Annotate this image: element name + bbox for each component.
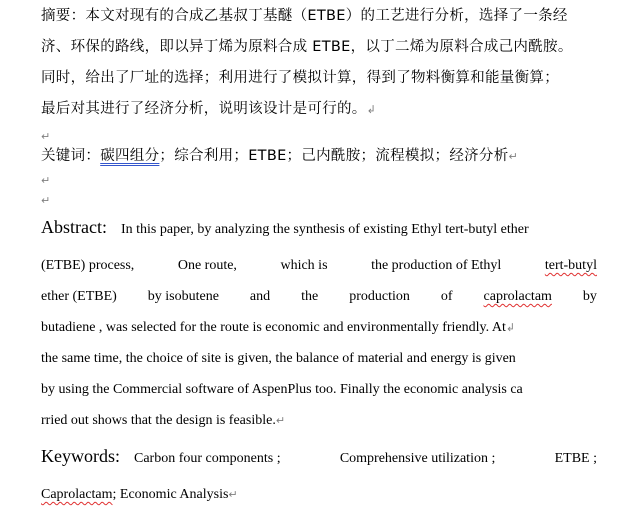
empty-paragraph — [41, 126, 597, 144]
keyword-caprolactam: Caprolactam — [41, 487, 113, 502]
en-abstract-line-3 — [41, 287, 597, 307]
paragraph-mark: ↵ — [41, 130, 51, 143]
word-caprolactam: caprolactam — [483, 289, 552, 304]
en-abstract-line-1-text: In this paper, by analyzing the synthesis of existing Ethyl tert-butyl ether — [120, 222, 529, 237]
cn-abstract-line-1: 摘要：本文对现有的合成乙基叔丁基醚（ETBE）的工艺进行分析，选择了一条经 — [41, 8, 568, 24]
keyword-rest: ; Economic Analysis — [112, 487, 229, 502]
line-break-mark: ↲ — [505, 321, 516, 334]
word: the — [301, 289, 319, 304]
paragraph-mark: ↵ — [41, 194, 51, 207]
cn-abstract-line-4-text: 最后对其进行了经济分析，说明该设计是可行的。 — [41, 101, 367, 117]
cn-abstract-line-3: 同时，给出了厂址的选择；利用进行了模拟计算，得到了物料衡算和能量衡算； — [41, 70, 559, 86]
empty-paragraph — [41, 190, 597, 206]
cn-keywords-label: 关键词： — [41, 148, 101, 164]
paragraph-mark: ↵ — [41, 174, 51, 187]
empty-paragraph — [41, 170, 597, 186]
en-abstract-line-6 — [41, 380, 597, 400]
paragraph-mark: ↵ — [508, 150, 519, 163]
word: One route, — [177, 258, 237, 273]
paragraph-mark: ↵ — [228, 488, 238, 501]
en-abstract-line-7 — [41, 411, 597, 431]
en-abstract-line-6-text: by using the Commercial software of AspenPlus too. Finally the economic analysis ca — [41, 382, 523, 397]
word: (ETBE) process, — [41, 258, 135, 273]
en-abstract-line-4 — [41, 318, 597, 338]
en-abstract-line-5-text: the same time, the choice of site is given, the balance of material and energy is given — [41, 351, 516, 366]
word: production — [349, 289, 410, 304]
word: of — [440, 289, 453, 304]
paragraph-mark: ↲ — [366, 103, 377, 116]
abstract-heading: Abstract: — [41, 217, 107, 237]
cn-abstract-line-2: 济、环保的路线，即以异丁烯为原料合成 ETBE，以丁二烯为原料合成己内酰胺。 — [41, 39, 573, 55]
cn-keywords-rest: ；综合利用；ETBE；己内酰胺；流程模拟；经济分析 — [159, 148, 509, 164]
en-keywords-line-2 — [41, 485, 597, 505]
cn-abstract-line-4 — [41, 99, 597, 120]
en-abstract-line-1 — [41, 217, 597, 240]
keywords-heading: Keywords: — [41, 446, 120, 466]
en-keywords-line-1 — [41, 446, 597, 469]
word-tert-butyl: tert-butyl — [544, 258, 597, 273]
keyword: Comprehensive utilization ; — [339, 451, 496, 466]
word: which is — [280, 258, 328, 273]
en-abstract-line-4-text: butadiene , was selected for the route is economic and environmentally friendly. At — [41, 320, 506, 335]
word: by — [582, 289, 597, 304]
paragraph-mark: ↵ — [275, 414, 286, 427]
en-abstract-line-7-text: rried out shows that the design is feasible. — [41, 413, 276, 428]
word: ether (ETBE) — [41, 289, 117, 304]
keyword: Carbon four components ; — [134, 451, 281, 466]
cn-keywords — [41, 146, 597, 167]
word: by isobutene — [147, 289, 219, 304]
en-keywords-list — [134, 449, 597, 469]
cn-keyword-carbon-four: 碳四组分 — [100, 148, 160, 164]
en-abstract-line-2 — [41, 256, 597, 276]
word: and — [249, 289, 271, 304]
word: the production of Ethyl — [371, 258, 502, 273]
en-abstract-line-5 — [41, 349, 597, 369]
keyword: ETBE ; — [554, 451, 597, 466]
